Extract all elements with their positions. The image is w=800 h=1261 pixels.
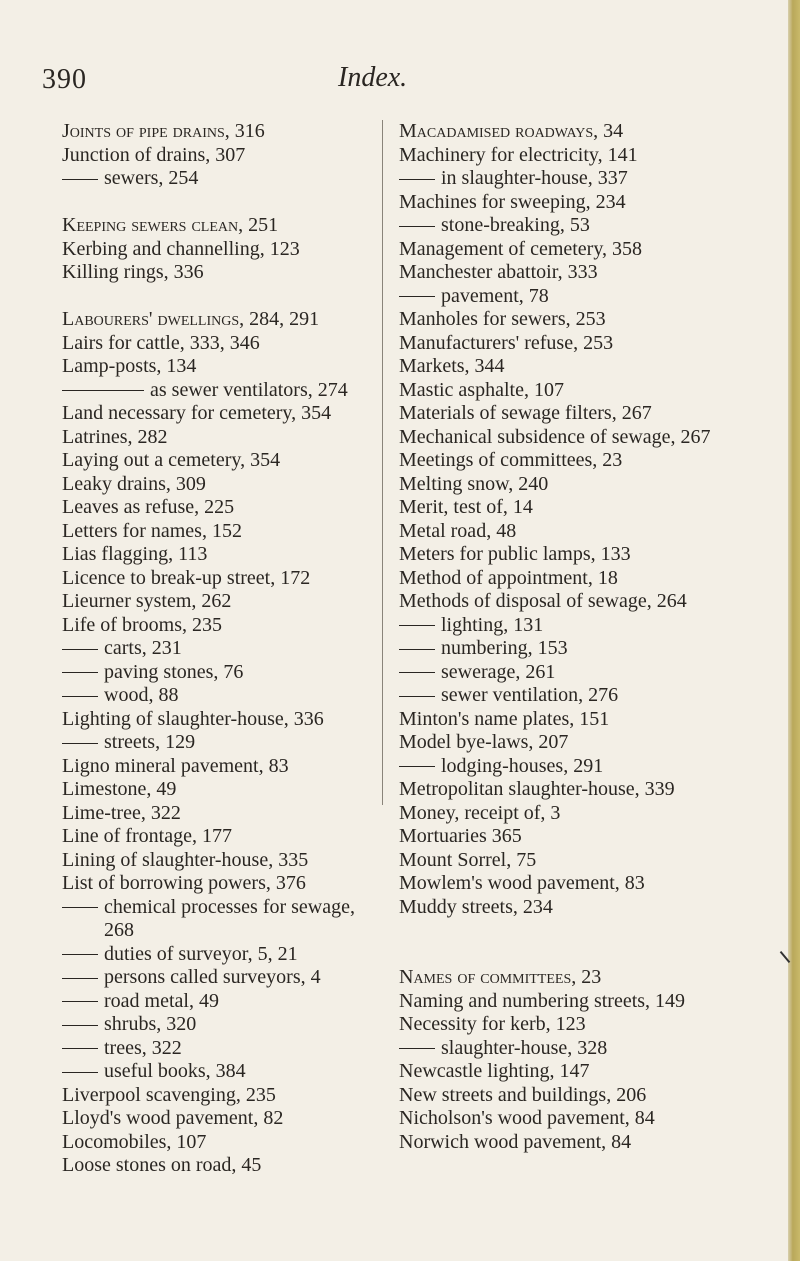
index-entry: persons called surveyors, 4 [62, 966, 362, 990]
index-entry: Lamp-posts, 134 [62, 355, 197, 377]
index-entry: Meters for public lamps, 133 [399, 543, 631, 565]
index-entry: Muddy streets, 234 [399, 895, 553, 918]
index-entry: Manchester abattoir, 333 [399, 261, 598, 283]
index-entry: useful books, 384 [62, 1060, 362, 1084]
index-entry-text: Labourers' dwellings, 284, 291 [62, 308, 320, 330]
index-entry: Money, receipt of, 3 [399, 801, 561, 824]
index-entry: Newcastle lighting, 147 [399, 1060, 590, 1082]
index-entry: Latrines, 282 [62, 425, 168, 448]
index-entry: chemical processes for sewage, 268 [62, 896, 362, 943]
index-entry: road metal, 49 [62, 990, 362, 1014]
index-section-start [62, 308, 362, 332]
index-entry: slaughter-house, 328 [399, 1037, 767, 1061]
index-entry: lodging-houses, 291 [399, 755, 767, 779]
index-entry: Machinery for electricity, 141 [399, 143, 638, 166]
index-entry: Lieurner system, 262 [62, 590, 232, 612]
index-entry: Land necessary for cemetery, 354 [62, 402, 332, 424]
index-entry: Metal road, 48 [399, 519, 517, 542]
index-entry: Machines for sweeping, 234 [399, 190, 626, 213]
index-entry: Life of brooms, 235 [62, 613, 222, 636]
index-entry: Laying out a cemetery, 354 [62, 449, 281, 471]
index-entry: Melting snow, 240 [399, 472, 549, 495]
index-entry: Killing rings, 336 [62, 261, 204, 283]
index-entry: Methods of disposal of sewage, 264 [399, 590, 687, 612]
index-entry: Materials of sewage filters, 267 [399, 402, 652, 424]
index-entry: Management of cemetery, 358 [399, 237, 643, 260]
index-entry: Limestone, 49 [62, 778, 177, 800]
index-entry: stone-breaking, 53 [399, 214, 767, 238]
index-entry: Mount Sorrel, 75 [399, 848, 537, 871]
index-entry: Naming and numbering streets, 149 [399, 989, 686, 1012]
index-entry: numbering, 153 [399, 637, 767, 661]
index-entry: Lighting of slaughter-house, 336 [62, 707, 324, 730]
index-entry: carts, 231 [62, 637, 362, 661]
index-entry: Mowlem's wood pavement, 83 [399, 872, 645, 894]
index-entry: Letters for names, 152 [62, 519, 242, 542]
index-entry: Lairs for cattle, 333, 346 [62, 331, 260, 354]
index-entry: as sewer ventilators, 274 [62, 379, 362, 403]
index-section-start [399, 120, 767, 144]
index-entry: sewers, 254 [62, 167, 362, 191]
index-entry: streets, 129 [62, 731, 362, 755]
index-entry: Mortuaries 365 [399, 825, 522, 847]
index-entry-text: Joints of pipe drains, 316 [62, 120, 265, 142]
index-section-start [62, 120, 362, 144]
index-entry: Leaves as refuse, 225 [62, 496, 235, 518]
index-entry: Locomobiles, 107 [62, 1130, 207, 1153]
index-entry: Method of appointment, 18 [399, 566, 618, 589]
index-entry: Merit, test of, 14 [399, 496, 533, 518]
index-entry: pavement, 78 [399, 285, 767, 309]
index-entry: Lias flagging, 113 [62, 543, 208, 565]
index-entry: Mastic asphalte, 107 [399, 378, 564, 401]
index-entry: wood, 88 [62, 684, 362, 708]
index-entry: duties of surveyor, 5, 21 [62, 943, 362, 967]
index-entry: New streets and buildings, 206 [399, 1083, 647, 1106]
index-entry: Line of frontage, 177 [62, 825, 232, 847]
running-head: Index. [338, 62, 408, 93]
page-edge-bar [788, 0, 800, 1261]
index-entry: Licence to break-up street, 172 [62, 566, 311, 589]
index-entry: shrubs, 320 [62, 1013, 362, 1037]
index-entry: Markets, 344 [399, 355, 505, 377]
index-entry: Nicholson's wood pavement, 84 [399, 1107, 655, 1129]
index-entry: Minton's name plates, 151 [399, 707, 610, 730]
index-entry: trees, 322 [62, 1037, 362, 1061]
index-entry: Ligno mineral pavement, 83 [62, 754, 289, 777]
index-entry: Model bye-laws, 207 [399, 731, 569, 753]
index-entry-text: Names of committees, 23 [399, 966, 602, 988]
index-entry: List of borrowing powers, 376 [62, 872, 306, 894]
index-entry: Manholes for sewers, 253 [399, 308, 606, 330]
index-entry: sewerage, 261 [399, 661, 767, 685]
index-entry: Metropolitan slaughter-house, 339 [399, 778, 675, 800]
index-column-left [62, 120, 362, 1178]
index-entry: Mechanical subsidence of sewage, 267 [399, 425, 711, 448]
index-entry: in slaughter-house, 337 [399, 167, 767, 191]
index-entry-text: Macadamised roadways, 34 [399, 120, 624, 142]
column-divider [382, 120, 383, 805]
index-entry: lighting, 131 [399, 614, 767, 638]
index-entry: Leaky drains, 309 [62, 472, 206, 495]
page-number: 390 [42, 64, 87, 95]
index-entry: sewer ventilation, 276 [399, 684, 767, 708]
index-entry: Loose stones on road, 45 [62, 1154, 262, 1176]
index-entry: Kerbing and channelling, 123 [62, 237, 300, 260]
index-section-start [62, 214, 362, 238]
index-entry: Manufacturers' refuse, 253 [399, 331, 614, 354]
index-entry: Necessity for kerb, 123 [399, 1013, 586, 1035]
index-entry: Meetings of committees, 23 [399, 449, 623, 471]
index-entry-text: Keeping sewers clean, 251 [62, 214, 279, 236]
index-entry: Liverpool scavenging, 235 [62, 1083, 276, 1106]
index-entry: Lining of slaughter-house, 335 [62, 848, 309, 871]
index-entry: Lime-tree, 322 [62, 801, 181, 824]
index-entry: Lloyd's wood pavement, 82 [62, 1107, 284, 1129]
index-entry: Junction of drains, 307 [62, 143, 246, 166]
index-entry: Norwich wood pavement, 84 [399, 1130, 632, 1153]
index-section-start [399, 966, 767, 990]
index-column-right [399, 120, 767, 1154]
index-entry: paving stones, 76 [62, 661, 362, 685]
